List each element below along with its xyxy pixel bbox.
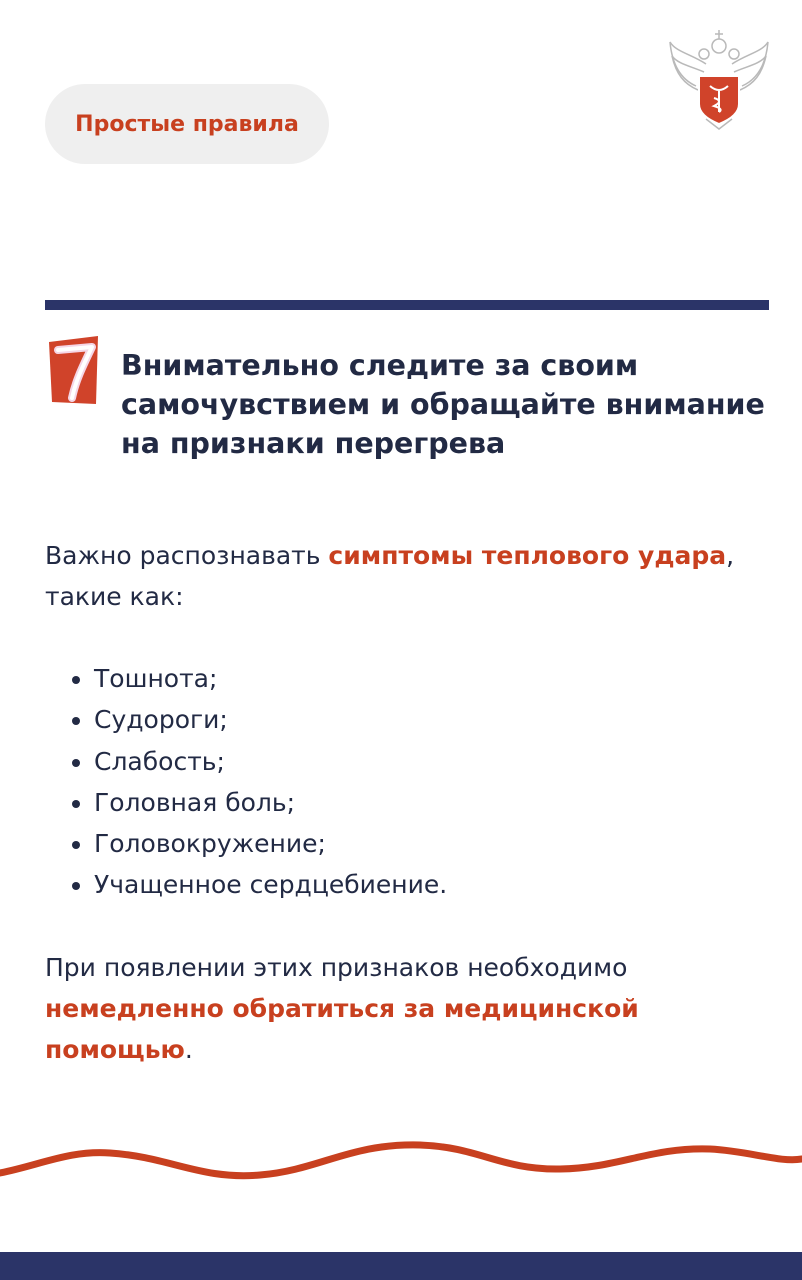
list-item: • Тошнота; bbox=[94, 658, 447, 699]
list-item: • Головная боль; bbox=[94, 782, 447, 823]
list-item: • Судороги; bbox=[94, 699, 447, 740]
category-badge bbox=[45, 84, 329, 164]
decorative-wave bbox=[0, 1125, 802, 1195]
conclusion-highlight: немедленно обратиться за медицинской помощью bbox=[45, 994, 639, 1064]
number-seven-icon bbox=[46, 334, 102, 406]
footer-bar bbox=[0, 1252, 802, 1280]
conclusion-text-end: . bbox=[184, 1035, 193, 1064]
intro-paragraph bbox=[45, 535, 765, 617]
intro-highlight: симптомы теплового удара bbox=[328, 541, 727, 570]
conclusion-paragraph bbox=[45, 947, 765, 1070]
symptoms-list bbox=[70, 658, 447, 906]
list-item: • Слабость; bbox=[94, 741, 447, 782]
conclusion-text: При появлении этих признаков необходимо bbox=[45, 953, 628, 982]
intro-text-end: , такие как: bbox=[45, 541, 735, 611]
category-label: Простые правила bbox=[75, 111, 299, 137]
list-item: • Учащенное сердцебиение. bbox=[94, 864, 447, 905]
intro-text: Важно распознавать bbox=[45, 541, 329, 570]
divider-bar bbox=[45, 300, 769, 310]
list-item: • Головокружение; bbox=[94, 823, 447, 864]
rule-title: Внимательно следите за своим самочувствием и обращайте внимание на признаки перегрева bbox=[121, 349, 765, 460]
ministry-emblem-icon bbox=[666, 24, 772, 134]
